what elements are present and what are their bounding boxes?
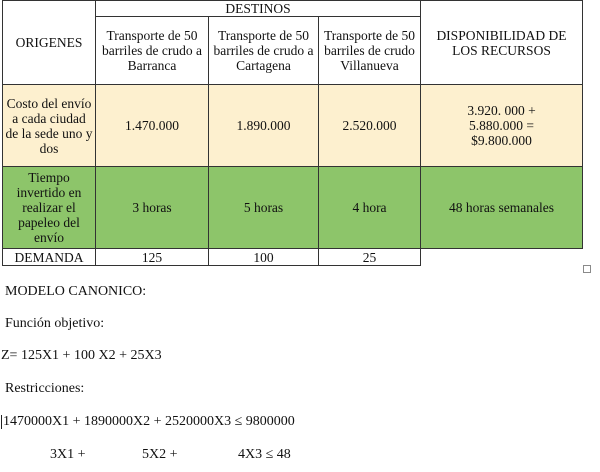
demand-label: DEMANDA [3,249,96,266]
restriction-cost: 1470000X1 + 1890000X2 + 2520000X3 ≤ 9800000 [3,414,295,429]
time-row-label: Tiempo invertido en realizar el papeleo del envío [3,167,96,249]
cost-availability: 3.920. 000 + 5.880.000 = $9.800.000 [421,85,583,167]
destination-villanueva: Transporte de 50 barriles de crudo Villanueva [319,17,421,85]
time-barranca: 3 horas [96,167,209,249]
origenes-header: ORIGENES [3,1,96,85]
cost-row [3,85,583,167]
disponibilidad-header: DISPONIBILIDAD DE LOS RECURSOS [421,1,583,85]
demand-cartagena: 100 [209,249,319,266]
cost-villanueva: 2.520.000 [319,85,421,167]
time-cartagena: 5 horas [209,167,319,249]
time-row [3,167,583,249]
demand-row [3,249,583,266]
cost-row-label: Costo del envío a cada ciudad de la sede uno y dos [3,85,96,167]
time-villanueva: 4 hora [319,167,421,249]
restriction-time-term-2: 5X2 + [142,447,178,462]
demand-villanueva: 25 [319,249,421,266]
cost-cartagena: 1.890.000 [209,85,319,167]
demand-empty-cell [421,249,583,266]
objective-label: Función objetivo: [5,316,105,331]
cost-barranca: 1.470.000 [96,85,209,167]
destinos-header: DESTINOS [96,1,421,17]
object-anchor-handle[interactable] [583,265,591,273]
model-heading: MODELO CANONICO: [5,284,147,299]
table-header-row-top [3,1,583,17]
restriction-time-term-3: 4X3 ≤ 48 [238,447,291,462]
restrictions-label: Restricciones: [5,381,85,396]
time-availability: 48 horas semanales [421,167,583,249]
restriction-time-term-1: 3X1 + [50,447,86,462]
objective-function: Z= 125X1 + 100 X2 + 25X3 [1,348,162,363]
destination-cartagena: Transporte de 50 barriles de crudo a Cartagena [209,17,319,85]
demand-barranca: 125 [96,249,209,266]
transport-table [2,0,583,266]
text-cursor [1,415,2,429]
destination-barranca: Transporte de 50 barriles de crudo a Barranca [96,17,209,85]
